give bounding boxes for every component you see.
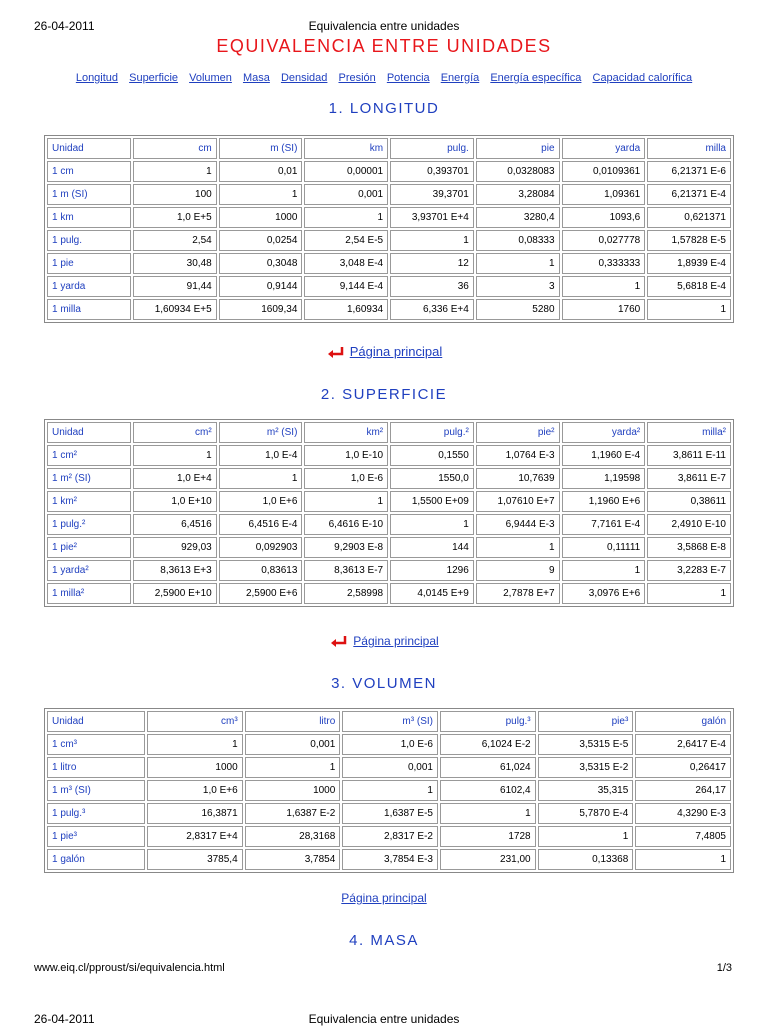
nav-potencia[interactable]: Potencia	[386, 72, 430, 84]
home-link-row	[0, 344, 768, 360]
conversion-value: 6,9444 E-3	[476, 514, 560, 535]
row-unit-label: 1 km	[47, 207, 131, 228]
column-header-unidad: Unidad	[47, 422, 131, 443]
conversion-value: 12	[390, 253, 474, 274]
conversion-value: 1	[476, 253, 560, 274]
conversion-value: 1	[147, 734, 243, 755]
nav-presion[interactable]: Presión	[338, 72, 376, 84]
conversion-value: 2,5900 E+6	[219, 583, 303, 604]
table-row	[47, 560, 731, 581]
table-row	[47, 184, 731, 205]
column-header: m (SI)	[219, 138, 303, 159]
conversion-value: 1,09361	[562, 184, 646, 205]
conversion-value: 1	[440, 803, 536, 824]
table-row	[47, 161, 731, 182]
conversion-value: 1	[304, 491, 388, 512]
row-unit-label: 1 yarda²	[47, 560, 131, 581]
conversion-value: 3,048 E-4	[304, 253, 388, 274]
conversion-value: 0,027778	[562, 230, 646, 251]
conversion-value: 1093,6	[562, 207, 646, 228]
conversion-value: 3,28084	[476, 184, 560, 205]
conversion-value: 1,0 E-6	[342, 734, 438, 755]
column-header: milla	[647, 138, 731, 159]
column-header: m³ (SI)	[342, 711, 438, 732]
conversion-value: 6,4516	[133, 514, 217, 535]
conversion-value: 0,1550	[390, 445, 474, 466]
column-header: pulg.³	[440, 711, 536, 732]
table-superficie	[44, 419, 734, 607]
next-page-date: 26-04-2011	[34, 1012, 95, 1026]
conversion-value: 3,0976 E+6	[562, 583, 646, 604]
conversion-value: 61,024	[440, 757, 536, 778]
column-header: cm	[133, 138, 217, 159]
column-header: pulg.	[390, 138, 474, 159]
table-row	[47, 276, 731, 297]
table-longitud	[44, 135, 734, 323]
conversion-value: 3	[476, 276, 560, 297]
conversion-value: 0,08333	[476, 230, 560, 251]
conversion-value: 1000	[219, 207, 303, 228]
conversion-value: 6102,4	[440, 780, 536, 801]
conversion-value: 6,4616 E-10	[304, 514, 388, 535]
conversion-value: 8,3613 E-7	[304, 560, 388, 581]
conversion-value: 1,60934 E+5	[133, 299, 217, 320]
conversion-value: 1,6387 E-2	[245, 803, 341, 824]
table-row	[47, 445, 731, 466]
conversion-value: 1	[219, 468, 303, 489]
conversion-value: 0,13368	[538, 849, 634, 870]
conversion-value: 6,336 E+4	[390, 299, 474, 320]
row-unit-label: 1 pulg.³	[47, 803, 145, 824]
next-page-title: Equivalencia entre unidades	[308, 1012, 460, 1026]
section-title-masa: 4. MASA	[349, 932, 419, 949]
column-header: galón	[635, 711, 731, 732]
conversion-value: 91,44	[133, 276, 217, 297]
conversion-value: 3,7854 E-3	[342, 849, 438, 870]
conversion-value: 2,6417 E-4	[635, 734, 731, 755]
column-header-unidad: Unidad	[47, 711, 145, 732]
conversion-value: 1	[245, 757, 341, 778]
conversion-value: 0,00001	[304, 161, 388, 182]
conversion-value: 1	[647, 583, 731, 604]
column-header: cm³	[147, 711, 243, 732]
table-row	[47, 253, 731, 274]
row-unit-label: 1 cm³	[47, 734, 145, 755]
conversion-value: 1,0 E+5	[133, 207, 217, 228]
conversion-value: 3,8611 E-11	[647, 445, 731, 466]
nav-energia[interactable]: Energía	[440, 72, 480, 84]
column-header: litro	[245, 711, 341, 732]
column-header: yarda²	[562, 422, 646, 443]
conversion-value: 1,8939 E-4	[647, 253, 731, 274]
table-row	[47, 583, 731, 604]
footer-url: www.eiq.cl/pproust/si/equivalencia.html	[34, 962, 225, 974]
conversion-value: 1,0 E-6	[304, 468, 388, 489]
column-header: pie	[476, 138, 560, 159]
conversion-value: 1,19598	[562, 468, 646, 489]
column-header: milla²	[647, 422, 731, 443]
return-arrow-icon	[326, 346, 348, 360]
nav-longitud[interactable]: Longitud	[75, 72, 119, 84]
table-header-row	[47, 138, 731, 159]
conversion-value: 6,4516 E-4	[219, 514, 303, 535]
conversion-value: 3,2283 E-7	[647, 560, 731, 581]
conversion-value: 5280	[476, 299, 560, 320]
conversion-value: 30,48	[133, 253, 217, 274]
conversion-value: 28,3168	[245, 826, 341, 847]
conversion-value: 3785,4	[147, 849, 243, 870]
conversion-value: 7,7161 E-4	[562, 514, 646, 535]
conversion-value: 6,21371 E-6	[647, 161, 731, 182]
row-unit-label: 1 litro	[47, 757, 145, 778]
conversion-value: 2,8317 E+4	[147, 826, 243, 847]
conversion-value: 0,11111	[562, 537, 646, 558]
table-row	[47, 734, 731, 755]
conversion-value: 9,144 E-4	[304, 276, 388, 297]
conversion-value: 2,58998	[304, 583, 388, 604]
conversion-value: 6,1024 E-2	[440, 734, 536, 755]
column-header: m² (SI)	[219, 422, 303, 443]
conversion-value: 2,4910 E-10	[647, 514, 731, 535]
conversion-value: 1	[390, 514, 474, 535]
conversion-value: 1,0 E+4	[133, 468, 217, 489]
home-link-row	[0, 634, 768, 649]
column-header: pulg.²	[390, 422, 474, 443]
conversion-value: 1728	[440, 826, 536, 847]
conversion-value: 5,6818 E-4	[647, 276, 731, 297]
conversion-value: 2,54	[133, 230, 217, 251]
row-unit-label: 1 cm²	[47, 445, 131, 466]
conversion-value: 8,3613 E+3	[133, 560, 217, 581]
row-unit-label: 1 cm	[47, 161, 131, 182]
unit-nav	[0, 72, 768, 84]
conversion-value: 0,01	[219, 161, 303, 182]
conversion-value: 1000	[245, 780, 341, 801]
conversion-value: 35,315	[538, 780, 634, 801]
conversion-value: 3,5315 E-2	[538, 757, 634, 778]
conversion-value: 7,4805	[635, 826, 731, 847]
conversion-value: 1,0 E+10	[133, 491, 217, 512]
conversion-value: 39,3701	[390, 184, 474, 205]
row-unit-label: 1 pulg.	[47, 230, 131, 251]
table-row	[47, 803, 731, 824]
table-row	[47, 299, 731, 320]
conversion-value: 6,21371 E-4	[647, 184, 731, 205]
conversion-value: 100	[133, 184, 217, 205]
conversion-value: 1	[562, 560, 646, 581]
conversion-value: 3,7854	[245, 849, 341, 870]
conversion-value: 1	[647, 299, 731, 320]
nav-densidad[interactable]: Densidad	[280, 72, 328, 84]
conversion-value: 1760	[562, 299, 646, 320]
conversion-value: 3,8611 E-7	[647, 468, 731, 489]
conversion-value: 0,9144	[219, 276, 303, 297]
nav-energia-especifica[interactable]: Energía específica	[490, 72, 582, 84]
conversion-value: 1296	[390, 560, 474, 581]
conversion-value: 36	[390, 276, 474, 297]
conversion-value: 1	[390, 230, 474, 251]
row-unit-label: 1 pie³	[47, 826, 145, 847]
conversion-value: 0,26417	[635, 757, 731, 778]
print-date: 26-04-2011	[34, 19, 95, 33]
conversion-value: 1	[476, 537, 560, 558]
conversion-value: 0,393701	[390, 161, 474, 182]
conversion-value: 1	[562, 276, 646, 297]
page-title: EQUIVALENCIA ENTRE UNIDADES	[216, 36, 552, 56]
conversion-value: 0,001	[245, 734, 341, 755]
row-unit-label: 1 pulg.²	[47, 514, 131, 535]
conversion-value: 231,00	[440, 849, 536, 870]
row-unit-label: 1 m² (SI)	[47, 468, 131, 489]
conversion-value: 0,001	[342, 757, 438, 778]
row-unit-label: 1 m (SI)	[47, 184, 131, 205]
table-header-row	[47, 711, 731, 732]
conversion-value: 3,5315 E-5	[538, 734, 634, 755]
section-title-superficie: 2. SUPERFICIE	[320, 386, 448, 403]
nav-volumen[interactable]: Volumen	[189, 72, 232, 84]
conversion-value: 1,0 E+6	[219, 491, 303, 512]
conversion-value: 1,0 E-4	[219, 445, 303, 466]
conversion-value: 0,001	[304, 184, 388, 205]
row-unit-label: 1 pie²	[47, 537, 131, 558]
row-unit-label: 1 milla	[47, 299, 131, 320]
conversion-value: 3,93701 E+4	[390, 207, 474, 228]
conversion-value: 2,7878 E+7	[476, 583, 560, 604]
conversion-value: 9,2903 E-8	[304, 537, 388, 558]
conversion-value: 16,3871	[147, 803, 243, 824]
conversion-value: 1609,34	[219, 299, 303, 320]
conversion-value: 10,7639	[476, 468, 560, 489]
conversion-value: 1	[133, 161, 217, 182]
conversion-value: 0,0254	[219, 230, 303, 251]
section-title-volumen: 3. VOLUMEN	[331, 675, 437, 692]
table-volumen	[44, 708, 734, 873]
conversion-value: 1	[342, 780, 438, 801]
conversion-value: 5,7870 E-4	[538, 803, 634, 824]
conversion-value: 0,0328083	[476, 161, 560, 182]
conversion-value: 1	[635, 849, 731, 870]
section-title-longitud: 1. LONGITUD	[328, 100, 440, 117]
conversion-value: 0,092903	[219, 537, 303, 558]
conversion-value: 1550,0	[390, 468, 474, 489]
conversion-value: 0,38611	[647, 491, 731, 512]
footer-page-number: 1/3	[716, 962, 732, 974]
table-row	[47, 514, 731, 535]
row-unit-label: 1 km²	[47, 491, 131, 512]
row-unit-label: 1 yarda	[47, 276, 131, 297]
table-row	[47, 757, 731, 778]
table-row	[47, 230, 731, 251]
table-row	[47, 826, 731, 847]
conversion-value: 0,621371	[647, 207, 731, 228]
conversion-value: 3,5868 E-8	[647, 537, 731, 558]
conversion-value: 1,60934	[304, 299, 388, 320]
conversion-value: 264,17	[635, 780, 731, 801]
conversion-value: 929,03	[133, 537, 217, 558]
conversion-value: 1	[219, 184, 303, 205]
conversion-value: 1,0764 E-3	[476, 445, 560, 466]
conversion-value: 3280,4	[476, 207, 560, 228]
column-header: km²	[304, 422, 388, 443]
table-row	[47, 207, 731, 228]
conversion-value: 1,0 E+6	[147, 780, 243, 801]
table-row	[47, 780, 731, 801]
row-unit-label: 1 m³ (SI)	[47, 780, 145, 801]
column-header-unidad: Unidad	[47, 138, 131, 159]
home-link-row	[0, 891, 768, 905]
row-unit-label: 1 galón	[47, 849, 145, 870]
conversion-value: 144	[390, 537, 474, 558]
conversion-value: 0,0109361	[562, 161, 646, 182]
conversion-value: 1	[538, 826, 634, 847]
conversion-value: 1,5500 E+09	[390, 491, 474, 512]
row-unit-label: 1 pie	[47, 253, 131, 274]
conversion-value: 4,3290 E-3	[635, 803, 731, 824]
nav-superficie[interactable]: Superficie	[129, 72, 179, 84]
nav-masa[interactable]: Masa	[242, 72, 270, 84]
table-row	[47, 537, 731, 558]
table-header-row	[47, 422, 731, 443]
home-link[interactable]: Página principal	[349, 344, 443, 359]
conversion-value: 0,3048	[219, 253, 303, 274]
column-header: yarda	[562, 138, 646, 159]
conversion-value: 1	[304, 207, 388, 228]
conversion-value: 0,333333	[562, 253, 646, 274]
column-header: pie²	[476, 422, 560, 443]
home-link[interactable]: Página principal	[353, 634, 439, 648]
conversion-value: 1	[133, 445, 217, 466]
table-row	[47, 468, 731, 489]
table-row	[47, 491, 731, 512]
conversion-value: 1,1960 E-4	[562, 445, 646, 466]
column-header: km	[304, 138, 388, 159]
conversion-value: 4,0145 E+9	[390, 583, 474, 604]
home-link[interactable]: Página principal	[341, 891, 427, 905]
conversion-value: 1,0 E-10	[304, 445, 388, 466]
print-title: Equivalencia entre unidades	[308, 19, 460, 33]
return-arrow-icon	[329, 635, 351, 649]
conversion-value: 0,83613	[219, 560, 303, 581]
conversion-value: 2,54 E-5	[304, 230, 388, 251]
conversion-value: 1,57828 E-5	[647, 230, 731, 251]
conversion-value: 1,6387 E-5	[342, 803, 438, 824]
conversion-value: 2,8317 E-2	[342, 826, 438, 847]
conversion-value: 1,1960 E+6	[562, 491, 646, 512]
conversion-value: 9	[476, 560, 560, 581]
conversion-value: 1,07610 E+7	[476, 491, 560, 512]
conversion-value: 2,5900 E+10	[133, 583, 217, 604]
row-unit-label: 1 milla²	[47, 583, 131, 604]
nav-capacidad-calorifica[interactable]: Capacidad calorífica	[592, 72, 693, 84]
column-header: pie³	[538, 711, 634, 732]
table-row	[47, 849, 731, 870]
conversion-value: 1000	[147, 757, 243, 778]
column-header: cm²	[133, 422, 217, 443]
